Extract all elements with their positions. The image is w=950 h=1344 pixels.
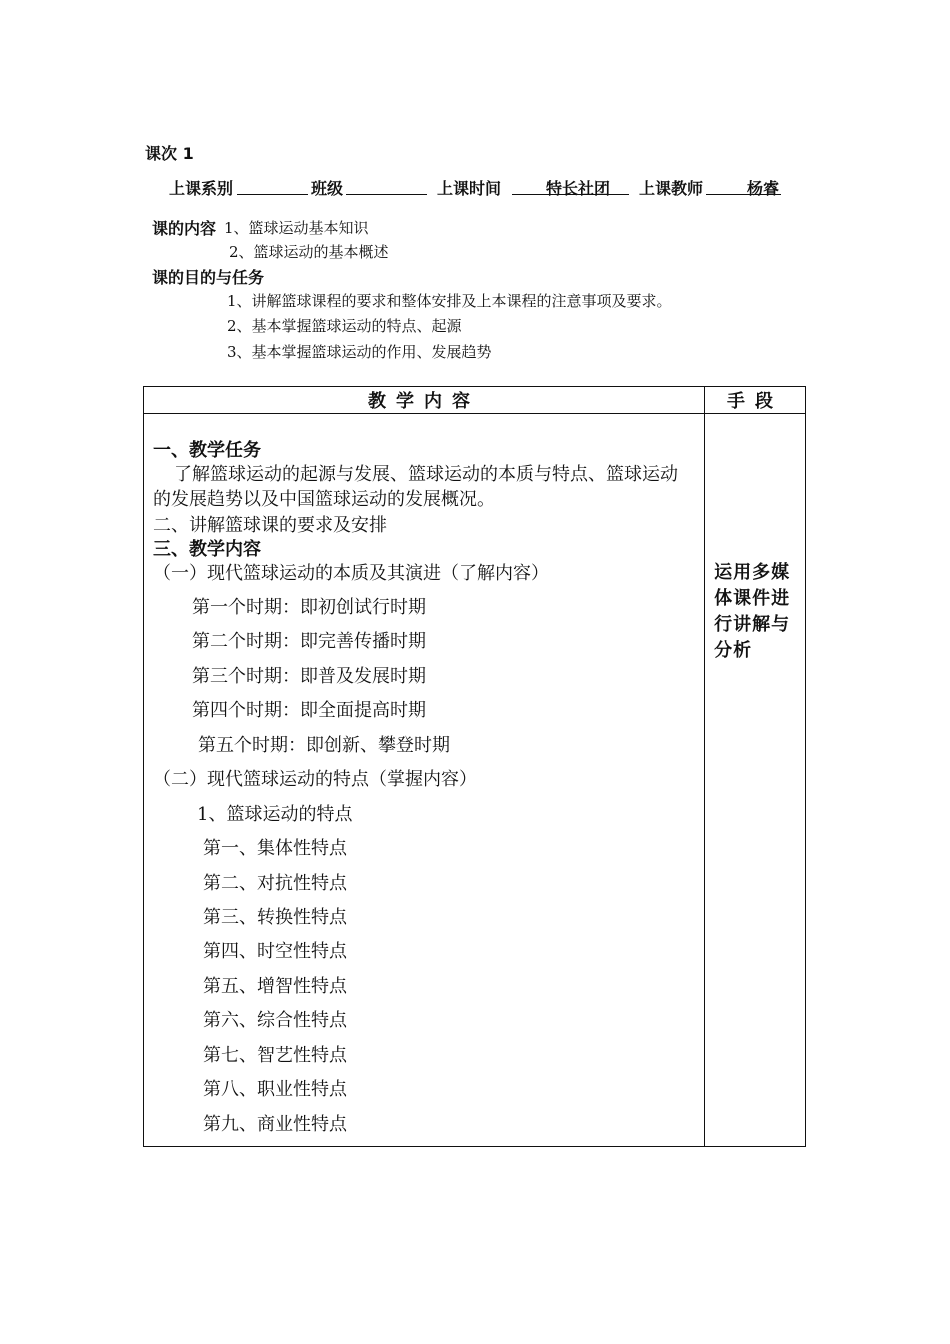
tasks-text-1: 了解篮球运动的起源与发展、篮球运动的本质与特点、篮球运动 [174,464,678,485]
content-cell [144,414,705,1147]
department-blank [237,176,308,195]
teacher-label: 上课教师 [639,179,704,198]
goal-label: 课的目的与任务 [152,268,265,287]
content-column-header: 教学内容 [144,387,705,414]
department-label: 上课系别 [169,179,234,198]
method-text: 运用多媒体课件进行讲解与分析 [714,562,791,661]
content-item-2: 2、篮球运动的基本概述 [229,243,389,261]
section-title-tasks: 一、教学任务 [153,440,261,461]
time-label: 上课时间 [437,179,502,198]
features-heading: 1、篮球运动的特点 [197,804,353,825]
method-column-header: 手段 [705,387,806,414]
lesson-number: 课次 1 [145,144,194,163]
time-value: 特长社团 [546,179,611,198]
teacher-value: 杨睿 [747,179,780,198]
content-label: 课的内容 [152,219,217,238]
feature-1: 第一、集体性特点 [203,838,347,859]
section-title-requirements: 二、讲解篮球课的要求及安排 [153,515,387,536]
period-5: 第五个时期：即创新、攀登时期 [198,735,450,756]
feature-3: 第三、转换性特点 [203,907,347,928]
goal-item-2: 2、基本掌握篮球运动的特点、起源 [227,317,462,335]
class-blank [346,176,427,195]
section-title-content: 三、教学内容 [153,539,261,560]
class-label: 班级 [311,179,344,198]
feature-7: 第七、智艺性特点 [203,1045,347,1066]
feature-9: 第九、商业性特点 [203,1114,347,1135]
feature-5: 第五、增智性特点 [203,976,347,997]
goal-item-3: 3、基本掌握篮球运动的作用、发展趋势 [227,343,492,361]
method-cell [705,414,806,1147]
feature-8: 第八、职业性特点 [203,1079,347,1100]
feature-6: 第六、综合性特点 [203,1010,347,1031]
subsection-features: （二）现代篮球运动的特点（掌握内容） [153,769,477,790]
feature-4: 第四、时空性特点 [203,941,347,962]
goal-item-1: 1、讲解篮球课程的要求和整体安排及上本课程的注意事项及要求。 [227,292,672,310]
content-item-1: 1、篮球运动基本知识 [224,219,369,237]
subsection-essence: （一）现代篮球运动的本质及其演进（了解内容） [153,563,549,584]
period-3: 第三个时期：即普及发展时期 [192,666,426,687]
period-1: 第一个时期：即初创试行时期 [192,597,426,618]
teaching-table [143,386,806,1147]
period-4: 第四个时期：即全面提高时期 [192,700,426,721]
feature-2: 第二、对抗性特点 [203,873,347,894]
tasks-text-2: 的发展趋势以及中国篮球运动的发展概况。 [153,489,495,510]
period-2: 第二个时期：即完善传播时期 [192,631,426,652]
